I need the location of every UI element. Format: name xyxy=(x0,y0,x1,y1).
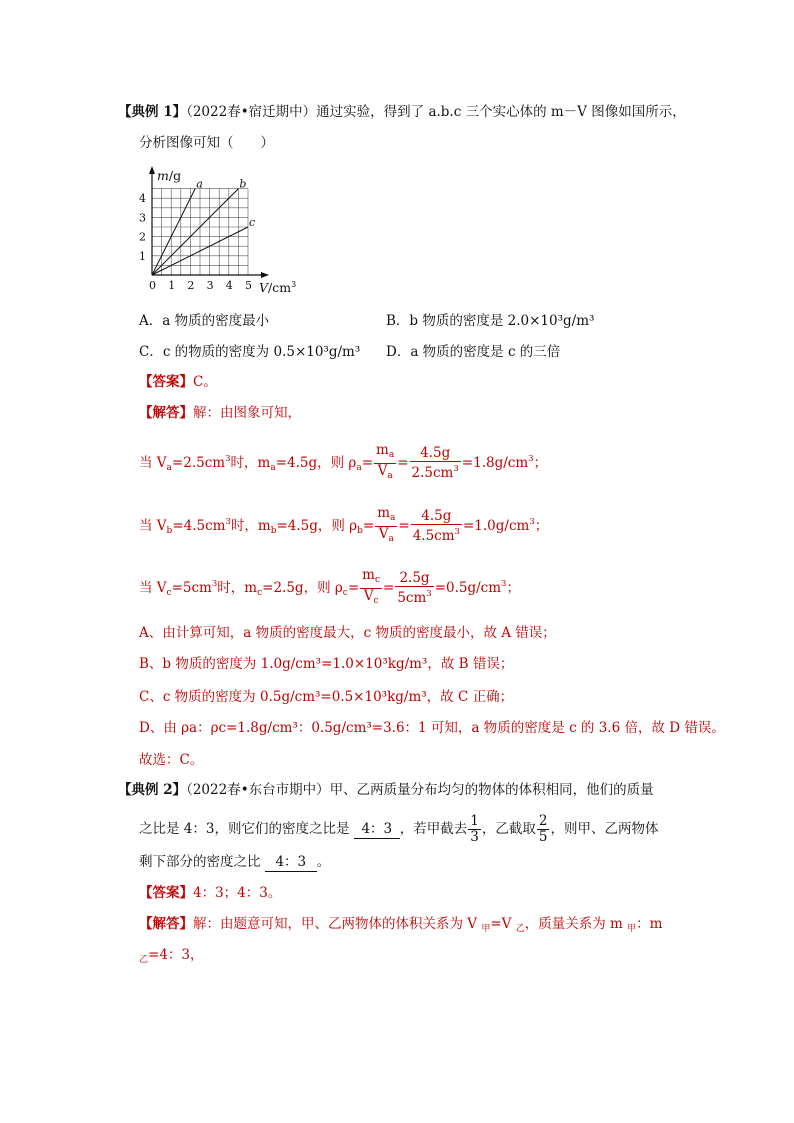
example-1-question-line1 xyxy=(118,103,686,121)
series-line-a xyxy=(152,189,195,275)
x-axis-label: $V/cm^3$ xyxy=(259,280,297,295)
calc-row-a: 当 $V_a=2.5cm^3$时，$m_a=4.5g$，则 $\rho_a=$ $\frac{m_a}{V_a}$ = $\frac{4.5g}{2.5cm^3}$ $=1.8g/cm^3$； xyxy=(139,443,547,484)
solution-1-line-d: D、由 ρa：ρc=1.8g/cm³：0.5g/cm³=3.6：1 可知，a 物质的密度是 c 的 3.6 倍，故 D 错误。 xyxy=(139,720,725,736)
text: 。 xyxy=(316,854,331,870)
solution-1-line-a: A、由计算可知，a 物质的密度最大，c 物质的密度最小，故 A 错误； xyxy=(139,625,556,641)
example-2-tag: 【典例 2】 xyxy=(118,782,187,798)
example-2-line2 xyxy=(139,814,658,845)
text: ，若甲截去 xyxy=(399,821,468,837)
y-tick-label: 3 xyxy=(139,211,146,225)
x-tick-label: 3 xyxy=(206,279,214,292)
calc-row-b: 当 $V_b=4.5cm^3$时，$m_b=4.5g$，则 $\rho_b=$ $\frac{m_a}{V_a}$ = $\frac{4.5g}{4.5cm^3}$ $=1.0g/cm^3$； xyxy=(139,506,548,547)
y-tick-label: 4 xyxy=(139,192,146,206)
option-b: B．b 物质的密度是 2.0×10³g/m³ xyxy=(386,313,595,329)
option-d: D．a 物质的密度是 c 的三倍 xyxy=(386,344,561,360)
answer-2-label: 【答案】 xyxy=(139,885,193,901)
answer-1-label: 【答案】 xyxy=(139,374,193,390)
example-1-tag: 【典例 1】 xyxy=(118,104,187,120)
y-tick-label: 2 xyxy=(139,230,146,244)
chart-labels xyxy=(139,168,296,295)
x-tick-label: 2 xyxy=(187,279,195,292)
solution-1-line-c: C、c 物质的密度为 0.5g/cm³=0.5×10³kg/m³，故 C 正确； xyxy=(139,689,514,705)
fraction: $\frac{4.5g}{2.5cm^3}$ xyxy=(411,445,459,481)
m-v-chart xyxy=(135,163,310,298)
example-2-line1 xyxy=(118,781,654,799)
example-1-question-text: （2022春•宿迁期中）通过实验，得到了 a.b.c 三个实心体的 m－V 图像如国所示， xyxy=(186,104,686,120)
y-axis-label: m/g xyxy=(157,168,182,183)
series-line-b xyxy=(152,189,238,275)
text: ，乙截取 xyxy=(481,821,536,837)
option-c: C．c 的物质的密度为 0.5×10³g/m³ xyxy=(139,344,361,360)
x-tick-label: 0 xyxy=(149,279,156,292)
series-label-a: a xyxy=(196,177,203,191)
fraction: $\frac{m_c}{V_c}$ xyxy=(360,568,382,609)
solution-1-line-b: B、b 物质的密度为 1.0g/cm³=1.0×10³kg/m³，故 B 错误； xyxy=(139,656,514,672)
example-2-line3 xyxy=(139,853,330,872)
answer-2 xyxy=(139,884,281,902)
answer-1 xyxy=(139,373,217,391)
solution-1-intro xyxy=(139,404,301,422)
example-1-question-line2: 分析图像可知（ ） xyxy=(139,135,274,151)
text: 之比是 4：3，则它们的密度之比是 xyxy=(139,821,350,837)
x-axis-arrow xyxy=(261,272,269,278)
solution-1-choose: 故选：C。 xyxy=(139,752,204,768)
solution-2-line1: 【解答】解：由题意可知，甲、乙两物体的体积关系为 V $_甲$=V $_乙$，质量关系为 m $_甲$：m xyxy=(139,916,663,934)
solution-2-label: 【解答】 xyxy=(139,916,193,932)
fraction-two-fifths: $\frac{2}{5}$ xyxy=(538,813,548,845)
answer-blank-2: 4：3 xyxy=(265,853,317,872)
calc-row-c: 当 $V_c=5cm^3$时，$m_c=2.5g$，则 $\rho_c=$ $\frac{m_c}{V_c}$ = $\frac{2.5g}{5cm^3}$ $=0.5g/cm^3$； xyxy=(139,568,520,609)
y-axis-arrow xyxy=(149,166,155,174)
x-tick-label: 4 xyxy=(225,279,233,292)
text: ，则甲、乙两物体 xyxy=(550,821,659,837)
example-2-text: （2022春•东台市期中）甲、乙两质量分布均匀的物体的体积相同，他们的质量 xyxy=(186,782,654,798)
series-label-b: b xyxy=(239,177,247,191)
fraction-one-third: $\frac{1}{3}$ xyxy=(470,813,479,845)
x-tick-label: 5 xyxy=(245,279,252,292)
fraction: $\frac{4.5g}{4.5cm^3}$ xyxy=(412,508,460,544)
fraction: $\frac{2.5g}{5cm^3}$ xyxy=(397,570,432,606)
y-tick-label: 1 xyxy=(139,249,146,263)
series-label-c: c xyxy=(249,216,256,229)
option-a: A．a 物质的密度最小 xyxy=(139,313,270,329)
answer-blank-1: 4：3 xyxy=(354,820,400,839)
answer-1-text: C。 xyxy=(193,374,217,390)
answer-2-text: 4：3；4：3。 xyxy=(193,885,282,901)
chart-grid xyxy=(152,189,248,275)
solution-1-intro-text: 解：由图象可知， xyxy=(193,405,301,421)
solution-2-line2: $_乙$=4：3， xyxy=(139,947,204,965)
fraction: $\frac{m_a}{V_a}$ xyxy=(375,506,397,547)
solution-1-label: 【解答】 xyxy=(139,405,193,421)
x-tick-label: 1 xyxy=(168,279,176,292)
fraction: $\frac{m_a}{V_a}$ xyxy=(374,443,396,484)
text: 剩下部分的密度之比 xyxy=(139,854,261,870)
